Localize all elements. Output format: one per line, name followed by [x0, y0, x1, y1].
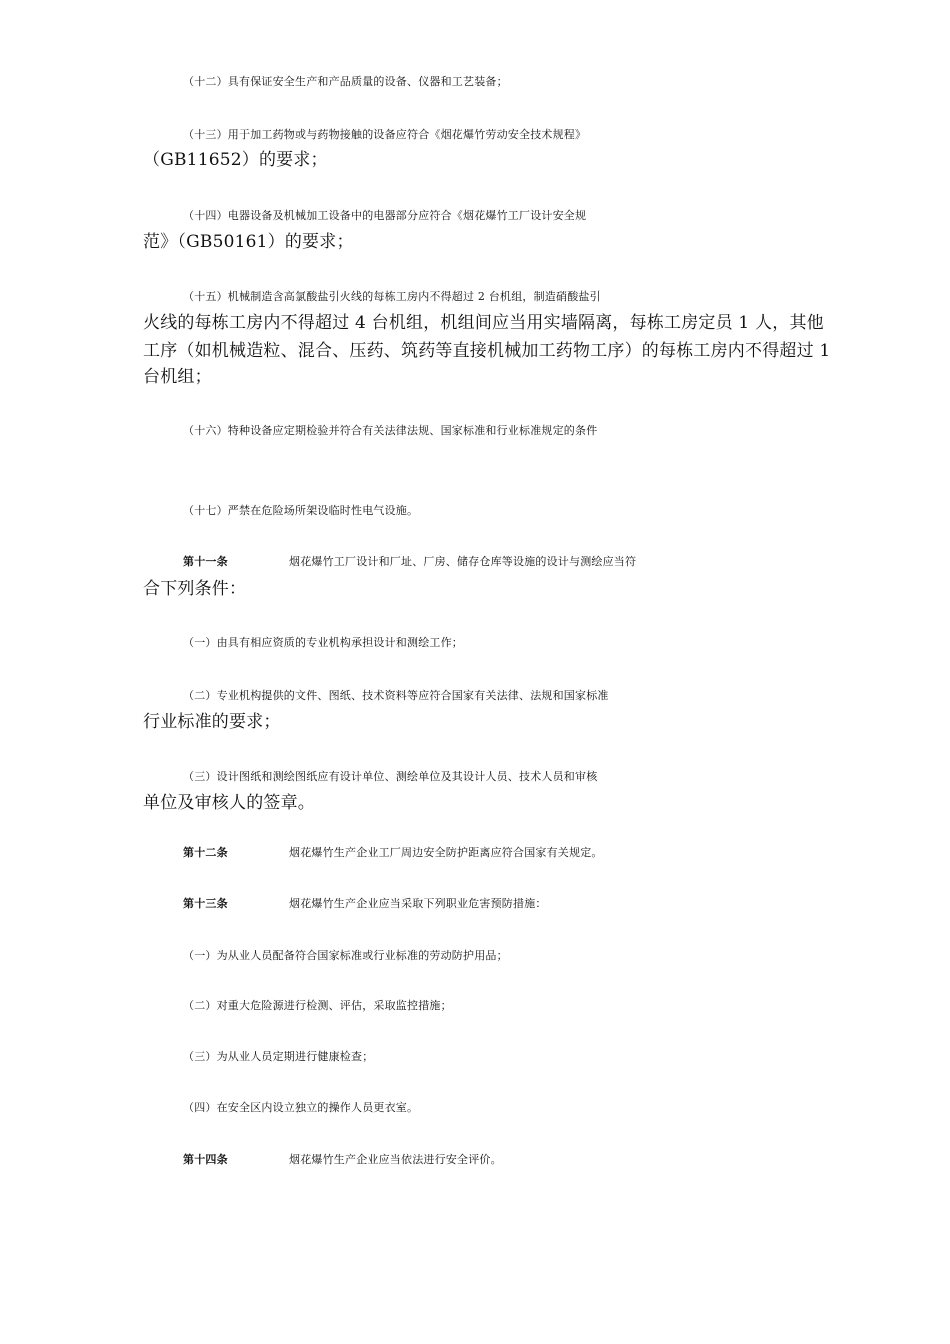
article-12 — [183, 842, 919, 863]
article-11-line-1 — [183, 551, 919, 572]
article-12-heading: 第十二条 — [183, 846, 228, 859]
article-13-item-2: （二）对重大危险源进行检测、评估，采取监控措施； — [183, 999, 452, 1012]
clause-14-line-1: （十四）电器设备及机械加工设备中的电器部分应符合《烟花爆竹工厂设计安全规 — [183, 209, 587, 222]
article-13 — [183, 893, 919, 914]
clause-15-line-3: 工序（如机械造粒、混合、压药、筑药等直接机械加工药物工序）的每栋工房内不得超过 1 — [143, 341, 831, 361]
article-12-text: 烟花爆竹生产企业工厂周边安全防护距离应符合国家有关规定。 — [289, 846, 603, 859]
clause-16: （十六）特种设备应定期检验并符合有关法律法规、国家标准和行业标准规定的条件 — [183, 424, 598, 437]
clause-13-line-2: （GB11652）的要求； — [143, 150, 328, 170]
article-11-item-2-line-2: 行业标准的要求； — [143, 712, 281, 732]
clause-13-line-1: （十三）用于加工药物或与药物接触的设备应符合《烟花爆竹劳动安全技术规程》 — [183, 128, 587, 141]
clause-15-line-2: 火线的每栋工房内不得超过 4 台机组，机组间应当用实墙隔离，每栋工房定员 1 人，其他 — [143, 313, 824, 333]
article-11-line-2: 合下列条件： — [143, 579, 247, 599]
clause-14-line-2: 范》（GB50161）的要求； — [143, 232, 354, 252]
article-13-item-3: （三）为从业人员定期进行健康检查； — [183, 1050, 374, 1063]
article-11-item-1: （一）由具有相应资质的专业机构承担设计和测绘工作； — [183, 636, 463, 649]
clause-15-line-1: （十五）机械制造含高氯酸盐引火线的每栋工房内不得超过 2 台机组，制造硝酸盐引 — [183, 290, 601, 303]
article-11-text: 烟花爆竹工厂设计和厂址、厂房、储存仓库等设施的设计与测绘应当符 — [289, 555, 637, 568]
article-13-text: 烟花爆竹生产企业应当采取下列职业危害预防措施： — [289, 897, 547, 910]
article-11-item-2-line-1: （二）专业机构提供的文件、图纸、技术资料等应符合国家有关法律、法规和国家标准 — [183, 689, 609, 702]
article-11-item-3-line-2: 单位及审核人的签章。 — [143, 793, 315, 813]
article-13-item-1: （一）为从业人员配备符合国家标准或行业标准的劳动防护用品； — [183, 949, 508, 962]
clause-17: （十七）严禁在危险场所架设临时性电气设施。 — [183, 504, 419, 517]
article-13-heading: 第十三条 — [183, 897, 228, 910]
clause-15-line-4: 台机组； — [143, 367, 212, 387]
article-14-heading: 第十四条 — [183, 1153, 228, 1166]
article-13-item-4: （四）在安全区内设立独立的操作人员更衣室。 — [183, 1101, 419, 1114]
article-11-heading: 第十一条 — [183, 555, 228, 568]
clause-12: （十二）具有保证安全生产和产品质量的设备、仪器和工艺装备； — [183, 75, 508, 88]
article-11-item-3-line-1: （三）设计图纸和测绘图纸应有设计单位、测绘单位及其设计人员、技术人员和审核 — [183, 770, 598, 783]
article-14-text: 烟花爆竹生产企业应当依法进行安全评价。 — [289, 1153, 502, 1166]
article-14 — [183, 1149, 919, 1170]
